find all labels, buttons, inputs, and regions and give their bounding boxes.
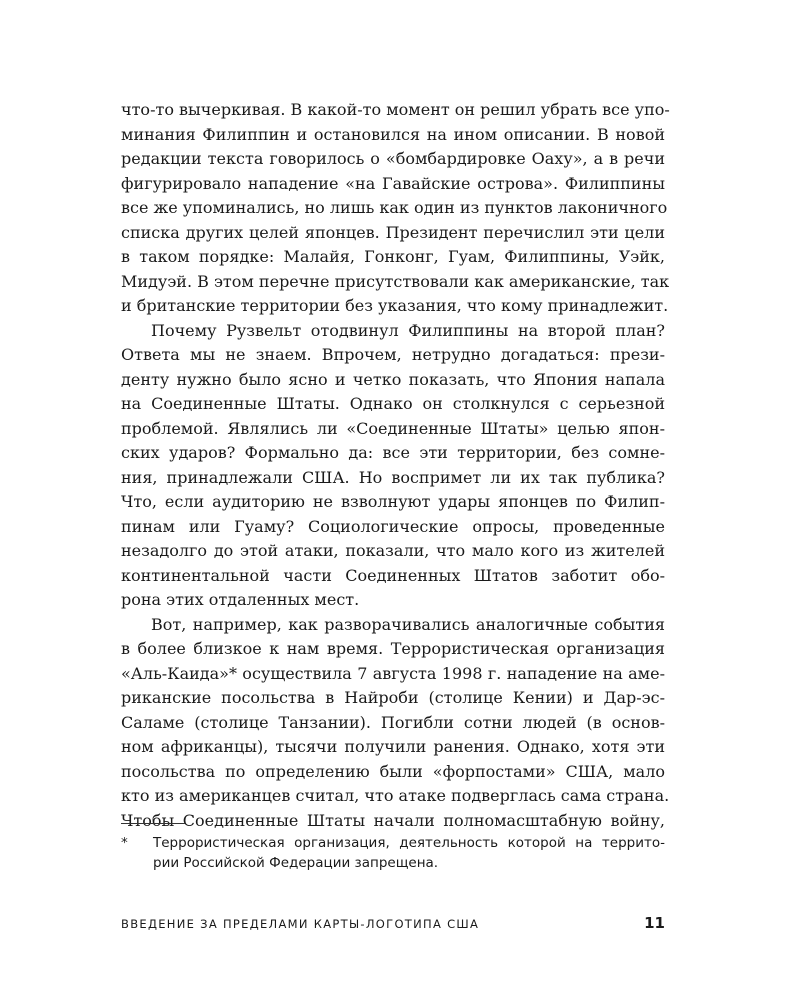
text-line: риканские посольства в Найроби (столице Кении) и Дар-эс- — [121, 688, 665, 707]
running-footer — [121, 914, 665, 936]
text-line: проблемой. Являлись ли «Соединенные Штаты» целью япон- — [121, 418, 665, 438]
text-line: редакции текста говорилось о «бомбардировке Оаху», а в речи — [121, 149, 665, 168]
text-line: незадолго до этой атаки, показали, что мало кого из жителей — [121, 541, 665, 560]
footnote — [121, 833, 665, 873]
text-line: Почему Рузвельт отодвинул Филиппины на второй план? — [151, 320, 665, 340]
text-line: все же упоминались, но лишь как один из пунктов лаконичного — [121, 198, 668, 217]
text-line: Мидуэй. В этом перечне присутствовали как американские, так — [121, 271, 670, 291]
text-line: Саламе (столице Танзании). Погибли сотни людей (в основ- — [121, 712, 665, 732]
footnote-line: Террористическая организация, деятельность которой на террито- — [153, 835, 665, 851]
text-line: минания Филиппин и остановился на ином описании. В новой — [121, 124, 665, 144]
text-line: Чтобы Соединенные Штаты начали полномасштабную войну, — [121, 810, 665, 830]
text-line: ном африканцы), тысячи получили ранения. Однако, хотя эти — [121, 737, 665, 756]
text-line: посольства по определению были «форпостами» США, мало — [121, 761, 665, 781]
text-line: и британские территории без указания, что кому принадлежит. — [121, 296, 669, 315]
text-line: в более близкое к нам время. Террористическая организация — [121, 639, 665, 658]
text-line: Ответа мы не знаем. Впрочем, нетрудно догадаться: прези- — [121, 345, 665, 364]
text-line: кто из американцев считал, что атаке подверглась сама страна. — [121, 786, 670, 805]
text-line: денту нужно было ясно и четко показать, что Япония напала — [121, 369, 665, 389]
text-line: ских ударов? Формально да: все эти территории, без сомне- — [121, 443, 665, 462]
text-line: континентальной части Соединенных Штатов заботит обо- — [121, 565, 665, 585]
main-text — [121, 98, 670, 833]
text-line: Что, если аудиторию не взволнуют удары японцев по Филип- — [121, 492, 665, 511]
footnote-mark: * — [121, 835, 128, 851]
text-line: пинам или Гуаму? Социологические опросы, проведенные — [121, 516, 665, 536]
text-line: списка других целей японцев. Президент перечислил эти цели — [121, 222, 665, 242]
text-line: на Соединенные Штаты. Однако он столкнулся с серьезной — [121, 394, 665, 413]
footnote-divider — [121, 823, 185, 824]
text-line: ния, принадлежали США. Но воспримет ли их так публика? — [121, 467, 665, 487]
footnote-text — [153, 833, 665, 873]
text-line: «Аль-Каида»* осуществила 7 августа 1998 г. нападение на аме- — [121, 663, 665, 683]
text-line: что-то вычеркивая. В какой-то момент он решил убрать все упо- — [121, 100, 670, 119]
page-number: 11 — [644, 914, 665, 932]
footnote-line: рии Российской Федерации запрещена. — [153, 855, 439, 871]
text-line: рона этих отдаленных мест. — [121, 590, 360, 609]
text-line: фигурировало нападение «на Гавайские острова». Филиппины — [121, 173, 665, 193]
text-line: Вот, например, как разворачивались аналогичные события — [151, 614, 665, 634]
running-title: ВВЕДЕНИЕ ЗА ПРЕДЕЛАМИ КАРТЫ-ЛОГОТИПА США — [121, 917, 480, 931]
text-line: в таком порядке: Малайя, Гонконг, Гуам, Филиппины, Уэйк, — [121, 247, 665, 266]
